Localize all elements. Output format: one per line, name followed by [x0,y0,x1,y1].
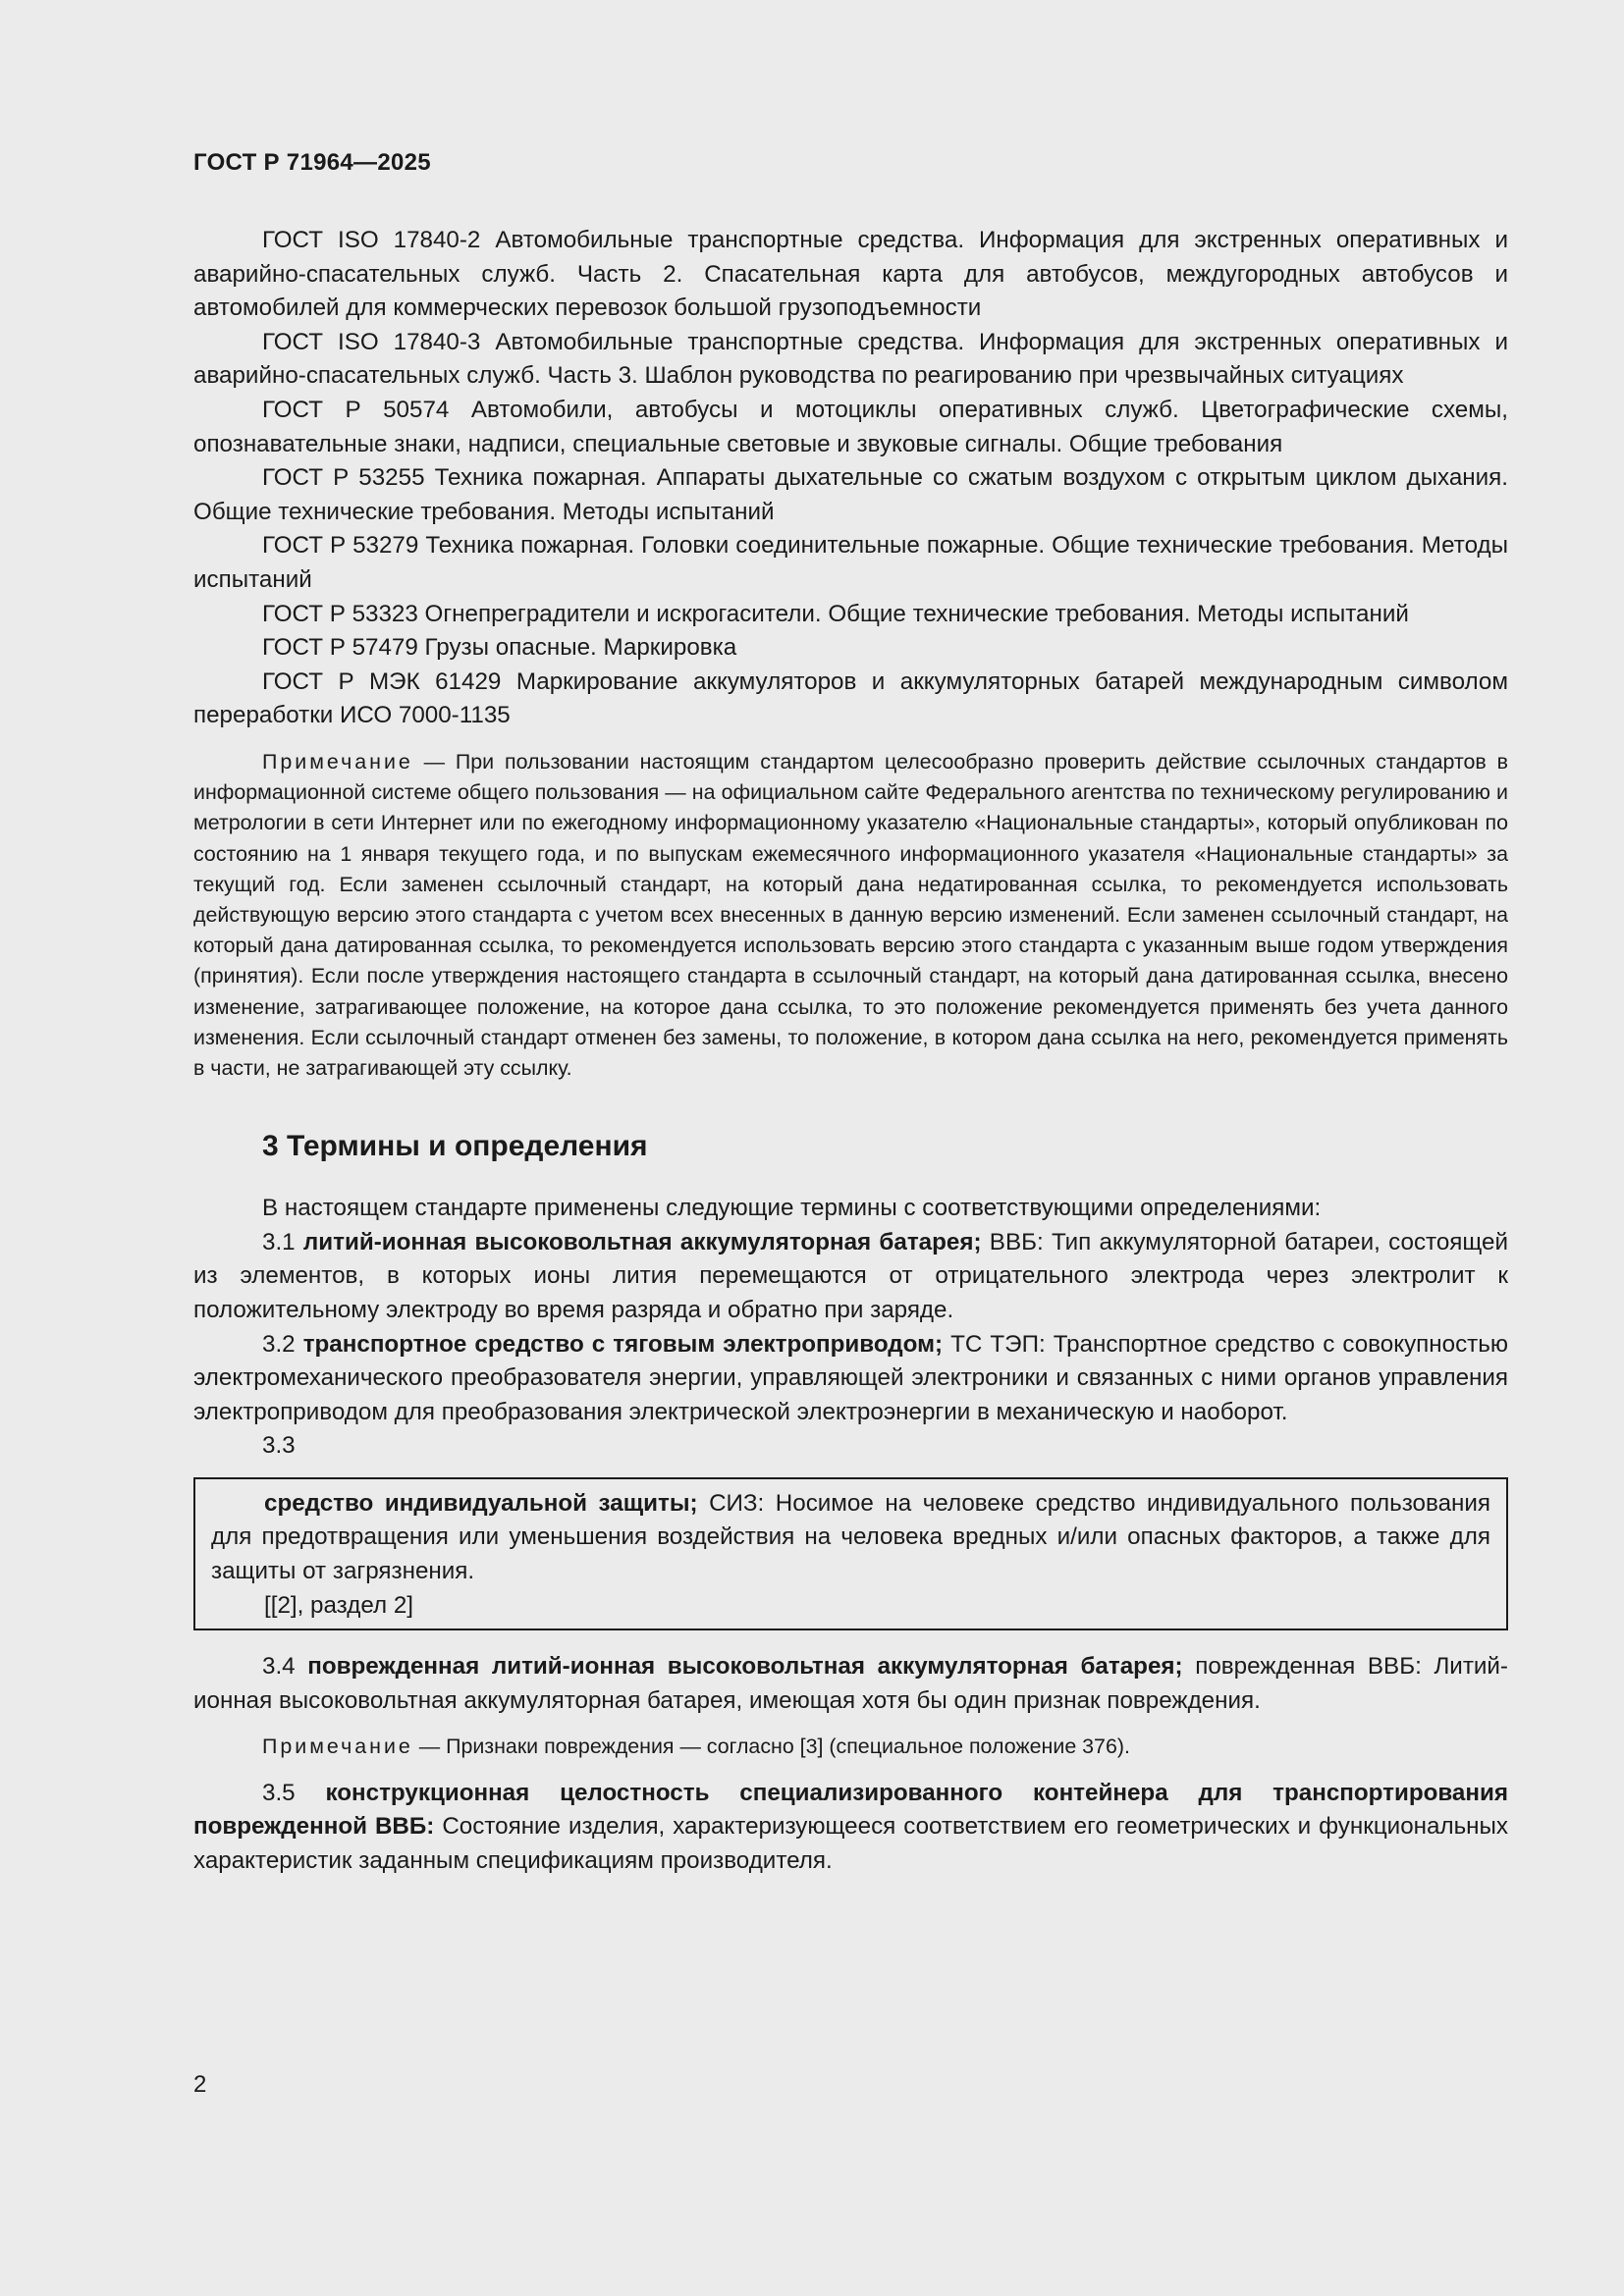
page-number: 2 [193,2071,207,2098]
reference-item: ГОСТ Р МЭК 61429 Маркирование аккумуляторов и аккумуляторных батарей международным символом переработки ИСО 7000-1135 [193,667,1508,729]
term-definition: СИЗ: Носимое на человеке средство индивидуального пользования для предотвращения или уменьшения воздействия на человека вредных и/или опасных факторов, а также для защиты от загрязнения. [211,1489,1490,1585]
reference-item: ГОСТ ISO 17840-3 Автомобильные транспортные средства. Информация для экстренных оперативных и аварийно-спасательных служб. Часть 3. Шаблон руководства по реагированию при чрезвычайных ситуациях [193,328,1508,390]
term-number: 3.2 [262,1330,303,1358]
term-name: конструкционная целостность специализированного контейнера для транспортирования поврежденной ВВБ: [193,1779,1508,1841]
note-text: — Признаки повреждения — согласно [3] (специальное положение 376). [412,1735,1130,1759]
term-3-3 [211,1487,1490,1589]
reference-item: ГОСТ Р 57479 Грузы опасные. Маркировка [262,634,737,662]
page-content [193,224,1508,1878]
note-text: — При пользовании настоящим стандартом целесообразно проверить действие ссылочных стандартов в информационной системе общего пользования — на официальном сайте Федерального агентства по техническому регулированию и метрологии в сети Интернет или по ежегодному информационному указателю «Национальные стандарты», который опубликован по состоянию на 1 января текущего года, и по выпускам ежемесячного информационного указателя «Национальные стандарты» за текущий год. Если заменен ссылочный стандарт, на который дана недатированная ссылка, то рекомендуется использовать действующую версию этого стандарта с учетом всех внесенных в данную версию изменений. Если заменен ссылочный стандарт, на который дана датированная ссылка, то рекомендуется использовать версию этого стандарта с указанным выше годом утверждения (принятия). Если после утверждения настоящего стандарта в ссылочный стандарт, на который дана датированная ссылка, внесено изменение, затрагивающее положение, на которое дана ссылка, то это положение рекомендуется применять без учета данного изменения. Если ссылочный стандарт отменен без замены, то положение, в котором дана ссылка на него, рекомендуется применять в части, не затрагивающей эту ссылку. [193,749,1508,1080]
term-number: 3.4 [262,1653,308,1681]
reference-item: ГОСТ Р 50574 Автомобили, автобусы и мотоциклы оперативных служб. Цветографические схемы, опознавательные знаки, надписи, специальные световые и звуковые сигналы. Общие требования [193,396,1508,457]
term-definition: поврежденная ВВБ: Литий-ионная высоковольтная аккумуляторная батарея, имеющая хотя бы один признак повреждения. [193,1653,1508,1714]
term-definition: ВВБ: Тип аккумуляторной батареи, состоящей из элементов, в которых ионы лития перемещаются от отрицательного электрода через электролит к положительному электроду во время разряда и обратно при заряде. [193,1228,1508,1323]
reference-item: ГОСТ ISO 17840-2 Автомобильные транспортные средства. Информация для экстренных оперативных и аварийно-спасательных служб. Часть 2. Спасательная карта для автобусов, междугородных автобусов и автомобилей для коммерческих перевозок большой грузоподъемности [193,227,1508,322]
term-number-3-3: 3.3 [262,1432,296,1460]
term-number: 3.1 [262,1228,303,1255]
term-name: средство индивидуальной защиты; [264,1489,698,1517]
note-label: Примечание [262,1735,413,1759]
term-definition: Состояние изделия, характеризующееся соответствием его геометрических и функциональных характеристик заданным спецификациям производителя. [193,1813,1509,1874]
term-name: поврежденная литий-ионная высоковольтная аккумуляторная батарея; [307,1653,1183,1681]
section-intro: В настоящем стандарте применены следующие термины с соответствующими определениями: [262,1195,1322,1222]
reference-item: ГОСТ Р 53279 Техника пожарная. Головки соединительные пожарные. Общие технические требования. Методы испытаний [193,532,1508,593]
references-list [193,224,1508,733]
standard-header: ГОСТ Р 71964—2025 [193,149,431,176]
note-label: Примечание [262,749,413,774]
term-definition: ТС ТЭП: Транспортное средство с совокупностью электромеханического преобразователя энергии, управляющей электроники и связанных с ними органов управления электроприводом для преобразования электрической электроэнергии в механическую и наоборот. [193,1330,1508,1425]
term-name: транспортное средство с тяговым электроприводом; [302,1330,944,1358]
term-source-ref: [[2], раздел 2] [264,1591,414,1619]
reference-item: ГОСТ Р 53255 Техника пожарная. Аппараты дыхательные со сжатым воздухом с открытым циклом дыхания. Общие технические требования. Методы испытаний [193,464,1508,525]
term-3-3-box [193,1477,1508,1630]
term-3-4 [193,1650,1508,1718]
section-3 [193,1127,1508,1878]
term-3-1 [193,1226,1508,1328]
note-damage [193,1732,1508,1762]
term-3-2 [193,1328,1508,1430]
section-title: 3 Термины и определения [262,1130,648,1163]
term-name: литий-ионная высоковольтная аккумуляторная батарея; [302,1228,982,1255]
term-number: 3.5 [262,1779,326,1806]
reference-item: ГОСТ Р 53323 Огнепреградители и искрогасители. Общие технические требования. Методы испытаний [262,600,1409,627]
note-references [193,747,1508,1084]
term-3-5 [193,1777,1508,1879]
